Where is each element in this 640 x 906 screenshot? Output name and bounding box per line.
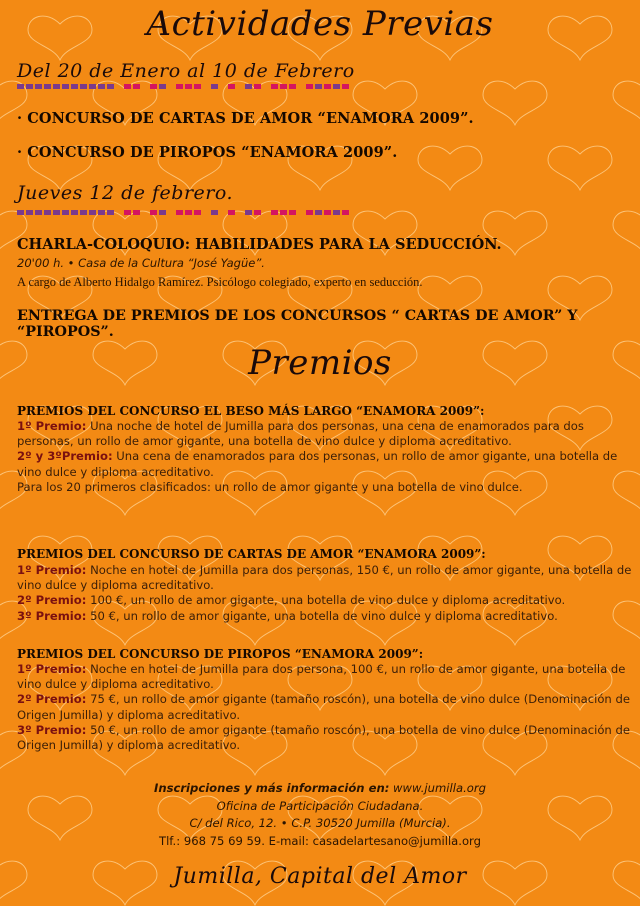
prize-label: 3º Premio:	[17, 722, 87, 737]
prize-section-heading-love-letters: PREMIOS DEL CONCURSO DE CARTAS DE AMOR “ENAMORA 2009”:	[17, 547, 486, 561]
awards-ceremony-announcement: ENTREGA DE PREMIOS DE LOS CONCURSOS “ CARTAS DE AMOR” Y “PIROPOS”.	[17, 308, 578, 340]
divider-gap	[298, 84, 304, 89]
divider-dot	[289, 84, 296, 89]
prize-entry	[17, 662, 632, 692]
divider-dot	[17, 210, 24, 215]
prize-list-longest-kiss	[17, 419, 632, 495]
divider-dot	[333, 84, 340, 89]
tagline: Jumilla, Capital del Amor	[173, 864, 467, 889]
divider-gap	[220, 210, 226, 215]
activities-title: Actividades Previas	[146, 4, 494, 44]
divider-dot	[124, 84, 131, 89]
divider-dot	[211, 210, 218, 215]
divider-gap	[203, 210, 209, 215]
prize-list-love-letters	[17, 563, 632, 624]
divider-gap	[116, 210, 122, 215]
date-range-heading: Del 20 de Enero al 10 de Febrero	[17, 60, 355, 82]
divider-dot	[44, 84, 51, 89]
divider-gap	[220, 84, 226, 89]
divider-dot	[124, 210, 131, 215]
contest-item-love-letters: · CONCURSO DE CARTAS DE AMOR “ENAMORA 2009”.	[17, 110, 474, 127]
divider-dot	[333, 210, 340, 215]
divider-dot	[107, 84, 114, 89]
talk-title: CHARLA-COLOQUIO: HABILIDADES PARA LA SEDUCCIÓN.	[17, 236, 502, 253]
divider-dot	[71, 84, 78, 89]
divider-gap	[263, 84, 269, 89]
address: C/ del Rico, 12. • C.P. 30520 Jumilla (Murcia).	[189, 816, 451, 830]
divider-dot	[44, 210, 51, 215]
divider-gap	[142, 84, 148, 89]
prize-text: 100 €, un rollo de amor gigante, una botella de vino dulce y diploma acreditativo.	[86, 593, 566, 608]
phone-email: Tlf.: 968 75 69 59. E-mail: casadelartesano@jumilla.org	[159, 833, 481, 848]
divider-dot	[98, 84, 105, 89]
divider-dot	[324, 84, 331, 89]
divider-dot	[26, 210, 33, 215]
divider-dot	[185, 210, 192, 215]
divider-dot	[342, 84, 349, 89]
divider-dot	[133, 210, 140, 215]
event-date-heading: Jueves 12 de febrero.	[17, 182, 234, 204]
divider-dot	[254, 84, 261, 89]
prize-text: Una cena de enamorados para dos personas, un rollo de amor gigante, una botella de vino dulce y diploma acreditativo.	[17, 449, 618, 479]
prize-text: Una noche de hotel de Jumilla para dos personas, una cena de enamorados para dos personas, un rollo de amor gigante, una botella de vino dulce y diploma acreditativo.	[17, 419, 584, 449]
prize-list-piropos	[17, 662, 632, 753]
divider-dot	[159, 210, 166, 215]
divider-gap	[263, 210, 269, 215]
divider-dot	[53, 84, 60, 89]
prize-entry	[17, 723, 632, 753]
prize-entry	[17, 419, 632, 449]
divider-dot	[26, 84, 33, 89]
prize-entry	[17, 692, 632, 722]
divider-gap	[168, 210, 174, 215]
prize-section-heading-piropos: PREMIOS DEL CONCURSO DE PIROPOS “ENAMORA 2009”:	[17, 647, 424, 661]
divider-dot	[306, 84, 313, 89]
divider-dot	[315, 84, 322, 89]
divider-dot	[89, 210, 96, 215]
prizes-title: Premios	[248, 343, 392, 383]
divider-dot	[271, 84, 278, 89]
divider-dot	[80, 210, 87, 215]
divider-dot	[194, 84, 201, 89]
divider-dot	[35, 210, 42, 215]
divider-dot	[194, 210, 201, 215]
divider-gap	[237, 210, 243, 215]
divider-dot	[245, 84, 252, 89]
divider-dot	[62, 210, 69, 215]
divider-dot	[133, 84, 140, 89]
info-line	[0, 780, 640, 798]
prize-entry	[17, 563, 632, 593]
prize-text: 75 €, un rollo de amor gigante (tamaño roscón), una botella de vino dulce (Denominación de Origen Jumilla) y diploma acreditativo.	[17, 692, 630, 722]
divider-dot	[35, 84, 42, 89]
prize-text: Noche en hotel de Jumilla para dos persona, 100 €, un rollo de amor gigante, una botella de vino dulce y diploma acreditativo.	[17, 662, 626, 692]
decorative-dot-divider	[17, 84, 359, 89]
prize-section-heading-longest-kiss: PREMIOS DEL CONCURSO EL BESO MÁS LARGO “ENAMORA 2009”:	[17, 404, 485, 418]
website-link[interactable]: www.jumilla.org	[389, 781, 486, 795]
divider-gap	[168, 84, 174, 89]
divider-dot	[176, 210, 183, 215]
prize-entry	[17, 449, 632, 479]
divider-dot	[71, 210, 78, 215]
prize-label: 1º Premio:	[17, 563, 87, 577]
info-label: Inscripciones y más información en:	[154, 781, 390, 795]
divider-dot	[315, 210, 322, 215]
talk-speaker: A cargo de Alberto Hidalgo Ramírez. Psicólogo colegiado, experto en seducción.	[17, 275, 423, 289]
divider-dot	[228, 210, 235, 215]
prize-label: 2º Premio:	[17, 692, 87, 707]
divider-dot	[324, 210, 331, 215]
prize-label: 2º Premio:	[17, 593, 87, 608]
divider-dot	[150, 210, 157, 215]
divider-gap	[116, 84, 122, 89]
prize-label: 3º Premio:	[17, 608, 87, 623]
contact-info	[0, 780, 640, 850]
prize-label: 1º Premio:	[17, 419, 87, 433]
divider-dot	[289, 210, 296, 215]
talk-time-place: 20'00 h. • Casa de la Cultura “José Yagüe”.	[17, 256, 265, 270]
divider-dot	[185, 84, 192, 89]
divider-dot	[176, 84, 183, 89]
divider-dot	[159, 84, 166, 89]
divider-gap	[142, 210, 148, 215]
prize-text: Noche en hotel de Jumilla para dos personas, 150 €, un rollo de amor gigante, una botella de vino dulce y diploma acreditativo.	[17, 563, 632, 593]
divider-dot	[342, 210, 349, 215]
divider-dot	[53, 210, 60, 215]
contest-item-piropos: · CONCURSO DE PIROPOS “ENAMORA 2009”.	[17, 144, 398, 161]
prize-entry	[17, 480, 632, 495]
divider-dot	[306, 210, 313, 215]
divider-dot	[17, 84, 24, 89]
divider-dot	[211, 84, 218, 89]
divider-dot	[62, 84, 69, 89]
divider-gap	[203, 84, 209, 89]
prize-label: 2º y 3ºPremio:	[17, 449, 113, 464]
divider-gap	[351, 210, 357, 215]
divider-dot	[107, 210, 114, 215]
divider-dot	[228, 84, 235, 89]
prize-text: 50 €, un rollo de amor gigante, una botella de vino dulce y diploma acreditativo.	[86, 608, 558, 623]
divider-dot	[150, 84, 157, 89]
office-name: Oficina de Participación Ciudadana.	[216, 798, 424, 813]
divider-dot	[254, 210, 261, 215]
divider-dot	[245, 210, 252, 215]
prize-text: 50 €, un rollo de amor gigante (tamaño roscón), una botella de vino dulce (Denominación de Origen Jumilla) y diploma acreditativo.	[17, 722, 630, 753]
decorative-dot-divider	[17, 210, 359, 215]
divider-dot	[98, 210, 105, 215]
divider-dot	[280, 210, 287, 215]
divider-gap	[237, 84, 243, 89]
divider-dot	[89, 84, 96, 89]
divider-dot	[80, 84, 87, 89]
divider-gap	[298, 210, 304, 215]
divider-gap	[351, 84, 357, 89]
divider-dot	[271, 210, 278, 215]
divider-dot	[280, 84, 287, 89]
prize-label: 1º Premio:	[17, 662, 87, 676]
prize-entry	[17, 609, 632, 624]
prize-entry	[17, 593, 632, 608]
prize-text: Para los 20 primeros clasificados: un rollo de amor gigante y una botella de vino dulce.	[17, 479, 523, 494]
